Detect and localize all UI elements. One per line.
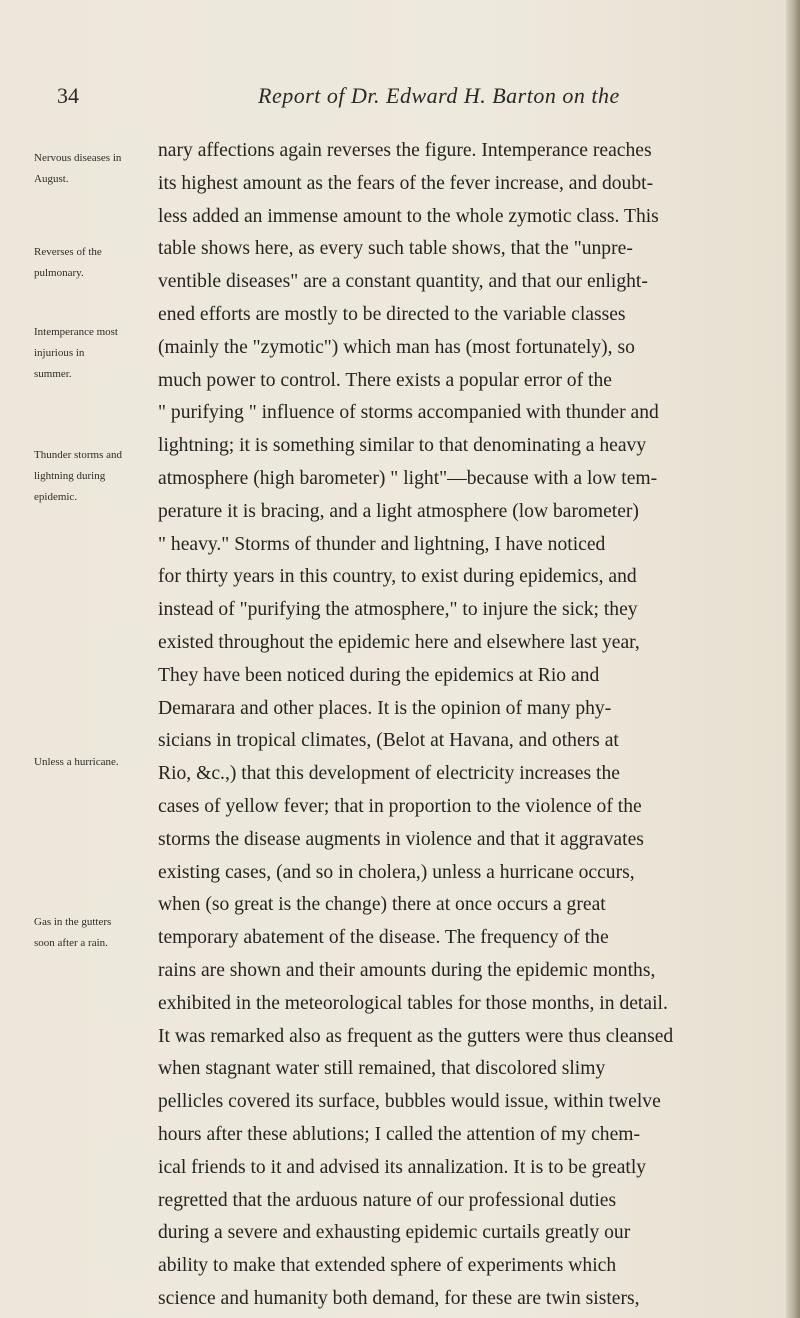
text-line: science and humanity both demand, for these are twin sisters, bbox=[158, 1288, 640, 1309]
text-line: (mainly the "zymotic") which man has (most fortunately), so bbox=[158, 336, 635, 358]
text-line: " purifying " influence of storms accompanied with thunder and bbox=[158, 402, 659, 424]
text-line: regretted that the arduous nature of our professional duties bbox=[158, 1189, 617, 1211]
text-line: cases of yellow fever; that in proportion to the violence of the bbox=[158, 796, 642, 817]
text-line: sicians in tropical climates, (Belot at Havana, and others at bbox=[158, 730, 619, 752]
text-line: It was remarked also as frequent as the gutters were thus cleansed bbox=[158, 1025, 674, 1047]
margin-note-nervous-diseases: Nervous diseases in August. bbox=[34, 152, 122, 185]
text-line: hours after these ablutions; I called the attention of my chem- bbox=[158, 1124, 641, 1145]
text-line: much power to control. There exists a popular error of the bbox=[158, 369, 612, 391]
text-line: nary affections again reverses the figure. Intemperance reaches bbox=[158, 140, 652, 161]
text-line: instead of "purifying the atmosphere," to injure the sick; they bbox=[158, 599, 638, 621]
text-line: storms the disease augments in violence and that it aggravates bbox=[158, 828, 644, 850]
text-line: for thirty years in this country, to exist during epidemics, and bbox=[158, 566, 637, 588]
text-line: atmosphere (high barometer) " light"—because with a low tem- bbox=[158, 468, 658, 489]
text-line: its highest amount as the fears of the fever increase, and doubt- bbox=[158, 172, 654, 194]
text-line: rains are shown and their amounts during the epidemic months, bbox=[158, 960, 656, 981]
text-line: temporary abatement of the disease. The frequency of the bbox=[158, 927, 609, 949]
text-line: table shows here, as every such table shows, that the "unpre- bbox=[158, 238, 633, 260]
text-line: " heavy." Storms of thunder and lightning, I have noticed bbox=[158, 533, 606, 555]
margin-note-intemperance: Intemperance most injurious in summer. bbox=[34, 326, 118, 380]
text-line: when stagnant water still remained, that discolored slimy bbox=[158, 1058, 606, 1080]
running-head: Report of Dr. Edward H. Barton on the bbox=[258, 83, 620, 108]
text-line: They have been noticed during the epidemics at Rio and bbox=[158, 664, 600, 686]
page-number: 34 bbox=[57, 83, 79, 108]
margin-note-hurricane: Unless a hurricane. bbox=[34, 756, 119, 768]
text-line: when (so great is the change) there at once occurs a great bbox=[158, 894, 606, 916]
text-line: ventible diseases" are a constant quantity, and that our enlight- bbox=[158, 271, 648, 293]
text-line: Rio, &c.,) that this development of electricity increases the bbox=[158, 763, 620, 785]
text-line: ened efforts are mostly to be directed to the variable classes bbox=[158, 304, 626, 325]
page-edge-shadow bbox=[786, 0, 800, 1318]
text-line: lightning; it is something similar to that denominating a heavy bbox=[158, 435, 647, 457]
margin-note-thunder-storms: Thunder storms and lightning during epidemic. bbox=[34, 449, 122, 503]
text-line: existed throughout the epidemic here and elsewhere last year, bbox=[158, 632, 640, 653]
text-line: ical friends to it and advised its annalization. It is to be greatly bbox=[158, 1156, 647, 1178]
text-line: perature it is bracing, and a light atmosphere (low barometer) bbox=[158, 500, 639, 522]
text-line: ability to make that extended sphere of experiments which bbox=[158, 1255, 617, 1277]
text-line: exhibited in the meteorological tables for those months, in detail. bbox=[158, 992, 668, 1014]
text-line: during a severe and exhausting epidemic curtails greatly our bbox=[158, 1222, 631, 1244]
text-line: less added an immense amount to the whole zymotic class. This bbox=[158, 205, 659, 227]
margin-note-gas-in-gutters: Gas in the gutters soon after a rain. bbox=[34, 916, 112, 949]
text-line: existing cases, (and so in cholera,) unless a hurricane occurs, bbox=[158, 861, 635, 883]
page-header bbox=[0, 83, 800, 113]
text-line: pellicles covered its surface, bubbles would issue, within twelve bbox=[158, 1091, 661, 1113]
margin-note-reverses-pulmonary: Reverses of the pulmonary. bbox=[34, 246, 102, 279]
text-line: Demarara and other places. It is the opinion of many phy- bbox=[158, 697, 612, 719]
